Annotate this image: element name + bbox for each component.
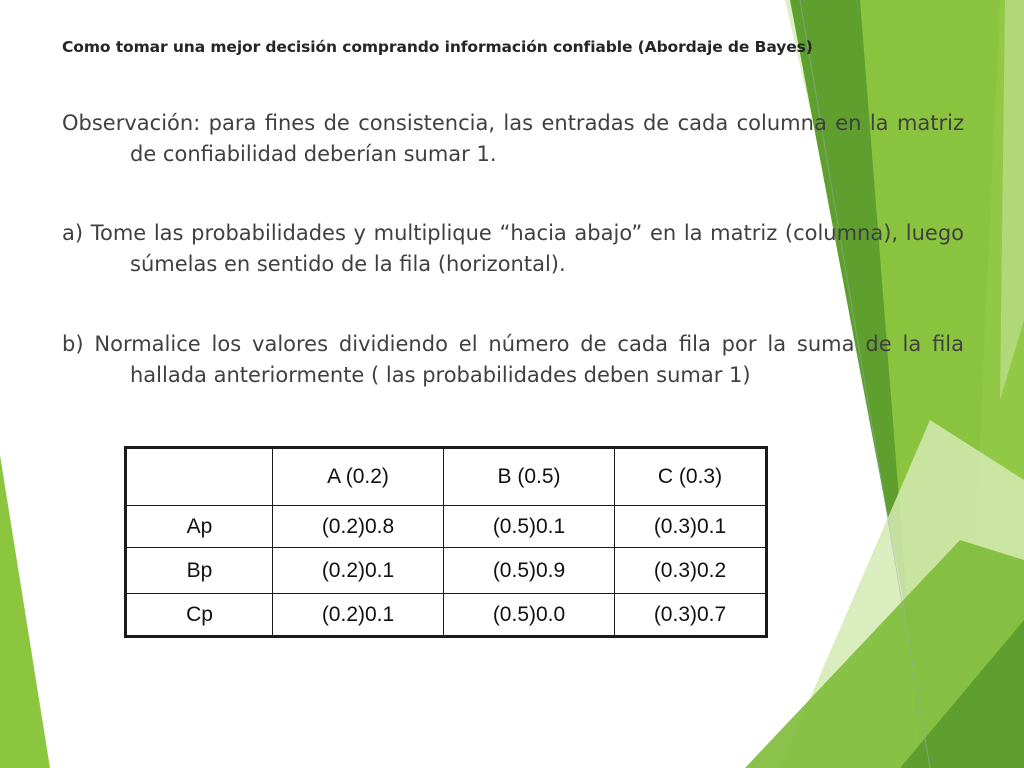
step-a-paragraph: a) Tome las probabilidades y multiplique “hacia abajo” en la matriz (columna), luego súmelas en sentido de la fila (horizontal). bbox=[62, 221, 964, 276]
table-cell: (0.3)0.2 bbox=[615, 548, 767, 594]
row-label: Cp bbox=[126, 594, 273, 637]
table-cell: (0.3)0.1 bbox=[615, 506, 767, 548]
slide-title: Como tomar una mejor decisión comprando información confiable (Abordaje de Bayes) bbox=[62, 38, 813, 56]
table-cell: (0.2)0.1 bbox=[273, 548, 444, 594]
table-row bbox=[126, 594, 767, 637]
header-cell-empty bbox=[126, 448, 273, 506]
table-cell: (0.3)0.7 bbox=[615, 594, 767, 637]
table-header-row bbox=[126, 448, 767, 506]
header-cell-a: A (0.2) bbox=[273, 448, 444, 506]
row-label: Ap bbox=[126, 506, 273, 548]
row-label: Bp bbox=[126, 548, 273, 594]
step-b-paragraph: b) Normalice los valores dividiendo el número de cada fila por la suma de la fila hallada anteriormente ( las probabilidades deben sumar 1) bbox=[62, 332, 964, 387]
reliability-matrix bbox=[124, 446, 768, 638]
table-cell: (0.2)0.8 bbox=[273, 506, 444, 548]
table-cell: (0.5)0.9 bbox=[444, 548, 615, 594]
table-cell: (0.2)0.1 bbox=[273, 594, 444, 637]
table-cell: (0.5)0.0 bbox=[444, 594, 615, 637]
table-row bbox=[126, 506, 767, 548]
header-cell-c: C (0.3) bbox=[615, 448, 767, 506]
table-row bbox=[126, 548, 767, 594]
table-cell: (0.5)0.1 bbox=[444, 506, 615, 548]
header-cell-b: B (0.5) bbox=[444, 448, 615, 506]
observation-paragraph: Observación: para fines de consistencia, las entradas de cada columna en la matriz de confiabilidad deberían sumar 1. bbox=[62, 111, 964, 166]
